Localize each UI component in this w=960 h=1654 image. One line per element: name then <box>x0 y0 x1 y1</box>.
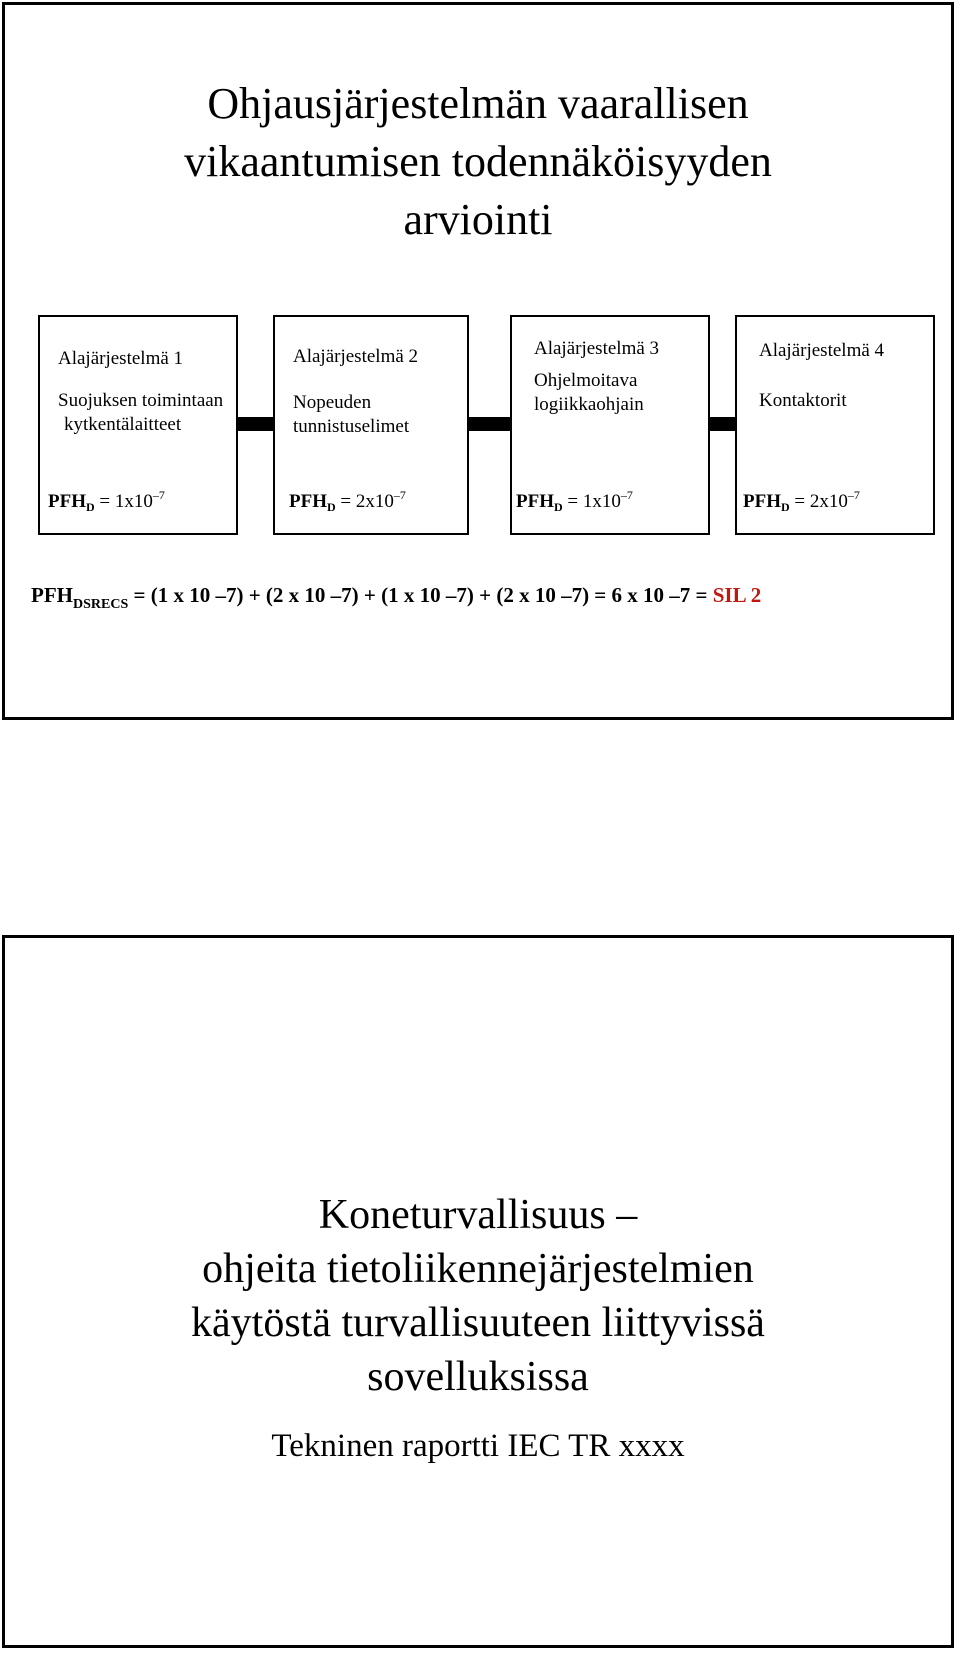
subsystem-name: Alajärjestelmä 4 <box>759 340 885 361</box>
slide-2-title <box>5 1188 951 1404</box>
sil-result: SIL 2 <box>712 583 762 607</box>
title-line: Koneturvallisuus – <box>318 1192 638 1238</box>
subsystem-desc: logiikkaohjain <box>534 394 644 415</box>
title-line: ohjeita tietoliikennejärjestelmien <box>202 1246 754 1292</box>
pfh-total-formula: $PFH_{DSRECS} = (1$ x 10 –7) + (2 x 10 –7) + (1 x 10 –7) + (2 x 10 –7) = 6 x 10 –7 = SIL 2 <box>31 583 762 612</box>
subsystem-desc: Nopeuden <box>293 392 372 413</box>
subsystem-box-4 <box>735 315 935 535</box>
connector-1-2 <box>235 417 275 431</box>
subsystem-box-2 <box>273 315 469 535</box>
subsystem-desc: kytkentälaitteet <box>64 414 182 435</box>
subsystem-desc: tunnistuselimet <box>293 416 410 437</box>
slide-2 <box>2 935 954 1648</box>
subsystem-desc: Kontaktorit <box>759 390 847 411</box>
pfh-value: $PFH_D = 1x10^{-7}$ <box>48 488 165 514</box>
subsystem-box-1 <box>38 315 238 535</box>
pfh-value: $PFH_D = 2x10^{-7}$ <box>289 488 406 514</box>
title-line: Ohjausjärjestelmän vaarallisen <box>207 79 749 128</box>
subsystem-desc: Suojuksen toimintaan <box>58 390 224 411</box>
subsystem-box-3 <box>510 315 710 535</box>
subsystem-name: Alajärjestelmä 2 <box>293 346 419 367</box>
subsystem-name: Alajärjestelmä 3 <box>534 338 660 359</box>
slide-2-subtitle: Tekninen raportti IEC TR xxxx <box>271 1428 685 1464</box>
subsystem-name: Alajärjestelmä 1 <box>58 348 184 369</box>
slide-1-title <box>5 75 951 249</box>
pfh-value: $PFH_D = 1x10^{-7}$ <box>516 488 633 514</box>
title-line: sovelluksissa <box>367 1354 589 1400</box>
subsystem-desc: Ohjelmoitava <box>534 370 638 391</box>
slide-1 <box>2 2 954 720</box>
title-line: vikaantumisen todennäköisyyden <box>184 137 772 186</box>
connector-2-3 <box>467 417 515 431</box>
title-line: käytöstä turvallisuuteen liittyvissä <box>191 1300 765 1346</box>
connector-3-4 <box>707 417 735 431</box>
title-line: arviointi <box>403 195 553 244</box>
pfh-value: $PFH_D = 2x10^{-7}$ <box>743 488 860 514</box>
